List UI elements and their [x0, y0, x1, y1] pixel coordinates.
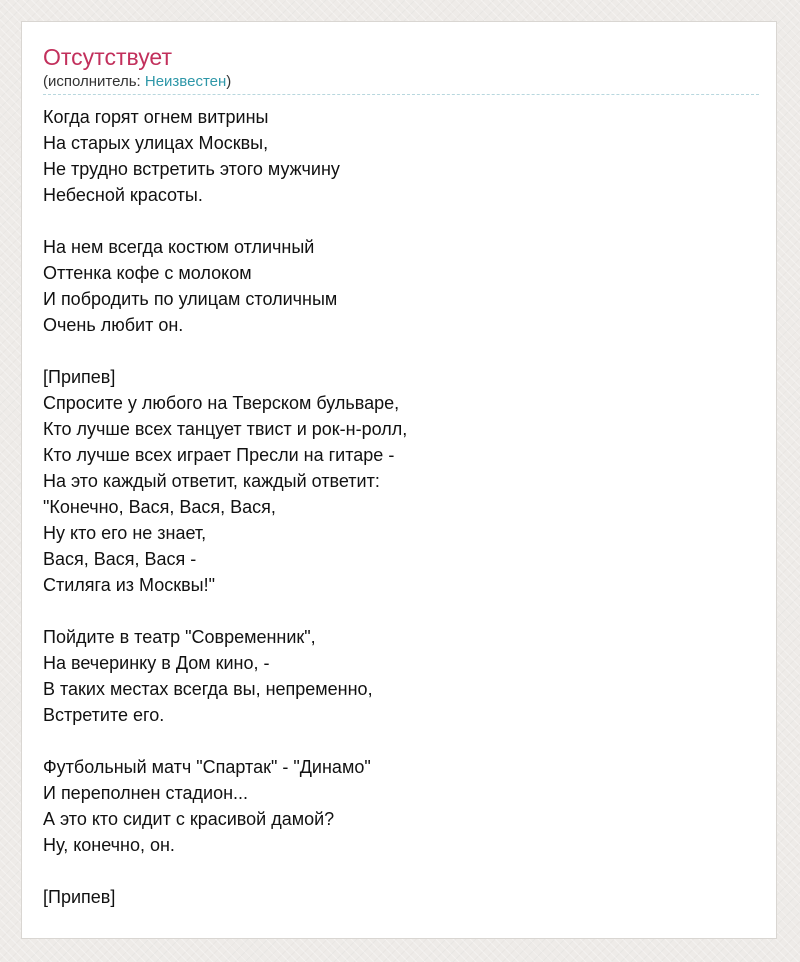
song-title: Отсутствует	[43, 44, 172, 70]
performer-suffix: )	[226, 73, 232, 90]
performer-line	[43, 73, 231, 91]
lyrics-card	[21, 21, 777, 939]
performer-prefix: (исполнитель:	[43, 73, 145, 90]
title-divider	[43, 94, 759, 95]
performer-link[interactable]: Неизвестен	[144, 73, 227, 90]
lyrics-text: Когда горят огнем витрины На старых улицах Москвы, Не трудно встретить этого мужчину Небесной красоты. На нем всегда костюм отличный Оттенка кофе с молоком И побродить по улицам столичным Очень любит он. [Припев] Спросите у любого на Тверском бульваре, Кто лучше всех танцует твист и рок-н-ролл, Кто лучше всех играет Пресли на гитаре - На это каждый ответит, каждый ответит: "Конечно, Вася, Вася, Вася, Ну кто его не знает, Вася, Вася, Вася - Стиляга из Москвы!" Пойдите в театр "Современник", На вечеринку в Дом кино, - В таких местах всегда вы, непременно, Встретите его. Футбольный матч "Спартак" - "Динамо" И переполнен стадион... А это кто сидит с красивой дамой? Ну, конечно, он. [Припев]	[43, 107, 408, 907]
